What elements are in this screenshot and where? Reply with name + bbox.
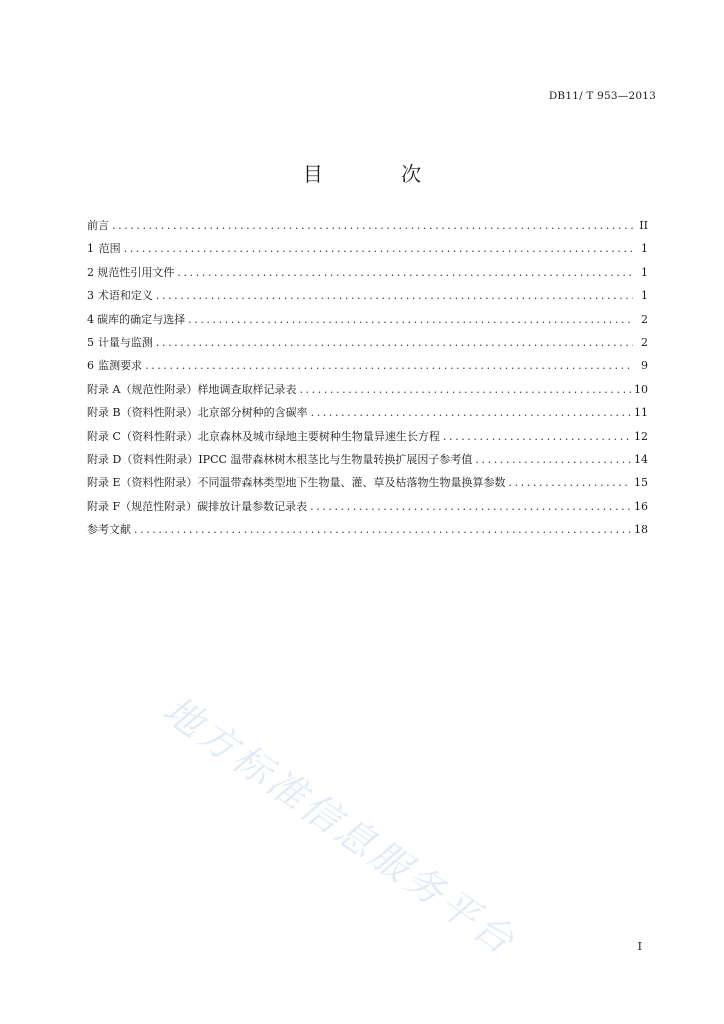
toc-entry-label: 前言 — [87, 219, 109, 232]
toc-entry-page: 10 — [634, 382, 648, 396]
toc-entry-label: 北京部分树种的含碳率 — [197, 406, 308, 420]
toc-entry[interactable] — [87, 357, 648, 380]
toc-entry[interactable] — [87, 240, 648, 263]
toc-dot-leader — [188, 313, 633, 326]
toc-dot-leader — [443, 430, 631, 443]
standard-code: DB11/ T 953—2013 — [548, 90, 656, 102]
toc-entry-page: 1 — [641, 265, 648, 279]
toc-entry-page: 11 — [634, 406, 648, 420]
toc-entry-label: 北京森林及城市绿地主要树种生物量异速生长方程 — [197, 429, 440, 443]
toc-dot-leader — [475, 453, 631, 466]
page-title: 目 次 — [302, 162, 458, 186]
toc-entry-number: 6 — [87, 359, 94, 373]
toc-entry-page: 2 — [641, 335, 648, 349]
toc-entry-number: 2 — [87, 265, 94, 279]
toc-dot-leader — [124, 242, 633, 255]
toc-entry-page: 1 — [641, 289, 648, 303]
toc-entry-page: 16 — [634, 499, 648, 513]
toc-entry-appendix-prefix: 附录 A（规范性附录） — [87, 382, 198, 396]
toc-entry-label: 碳库的确定与选择 — [97, 312, 186, 326]
toc-entry[interactable] — [87, 451, 648, 474]
toc-dot-leader — [156, 336, 633, 349]
toc-entry-page: 15 — [634, 476, 648, 490]
toc-entry-number: 5 — [87, 335, 94, 349]
toc-dot-leader — [310, 500, 631, 513]
toc-entry-page: 1 — [641, 242, 648, 256]
toc-dot-leader — [509, 476, 631, 489]
toc-dot-leader — [299, 383, 631, 396]
toc-dot-leader — [112, 219, 633, 232]
toc-entry-number: 3 — [87, 289, 94, 303]
toc-entry-label: 碳排放计量参数记录表 — [197, 499, 308, 513]
toc-entry[interactable] — [87, 521, 648, 544]
toc-dot-leader — [145, 359, 633, 372]
toc-entry-page: 14 — [634, 452, 648, 466]
page-number: I — [637, 940, 642, 953]
toc-entry-appendix-prefix: 附录 B（资料性附录） — [87, 406, 198, 420]
toc-entry[interactable] — [87, 498, 648, 521]
toc-entry-label: 样地调查取样记录表 — [197, 382, 297, 396]
toc-entry-label: 监测要求 — [98, 359, 143, 373]
toc-entry-number: 4 — [87, 312, 94, 326]
toc-entry-page: 9 — [641, 359, 648, 373]
toc-entry-page: II — [639, 219, 648, 232]
toc-entry-page: 18 — [634, 523, 648, 537]
toc-entry[interactable] — [87, 217, 648, 240]
toc-entry[interactable] — [87, 311, 648, 334]
toc-dot-leader — [311, 406, 631, 419]
toc-entry-page: 2 — [641, 312, 648, 326]
toc-dot-leader — [177, 266, 633, 279]
table-of-contents — [87, 217, 648, 544]
toc-entry[interactable] — [87, 428, 648, 451]
toc-entry-label: 范围 — [98, 242, 121, 256]
watermark: 地方标准信息服务平台 — [155, 687, 525, 965]
toc-entry-label: 参考文献 — [87, 523, 131, 537]
toc-entry[interactable] — [87, 287, 648, 310]
toc-dot-leader — [134, 523, 631, 536]
toc-entry-label: IPCC 温带森林树木根茎比与生物量转换扩展因子参考值 — [198, 452, 473, 466]
toc-entry-appendix-prefix: 附录 E（资料性附录） — [87, 476, 198, 490]
toc-entry-page: 12 — [634, 429, 648, 443]
toc-entry[interactable] — [87, 474, 648, 497]
toc-entry-label: 术语和定义 — [97, 289, 153, 303]
toc-entry[interactable] — [87, 334, 648, 357]
toc-entry-number: 1 — [87, 242, 94, 256]
toc-entry-appendix-prefix: 附录 D（资料性附录） — [87, 452, 199, 466]
toc-entry-appendix-prefix: 附录 F（规范性附录） — [87, 499, 198, 513]
toc-entry-appendix-prefix: 附录 C（资料性附录） — [87, 429, 198, 443]
toc-entry[interactable] — [87, 381, 648, 404]
toc-entry-label: 规范性引用文件 — [97, 265, 175, 279]
toc-entry[interactable] — [87, 404, 648, 427]
toc-entry[interactable] — [87, 264, 648, 287]
toc-entry-label: 计量与监测 — [97, 335, 153, 349]
toc-dot-leader — [156, 289, 633, 302]
toc-entry-label: 不同温带森林类型地下生物量、灌、草及枯落物生物量换算参数 — [197, 476, 506, 490]
